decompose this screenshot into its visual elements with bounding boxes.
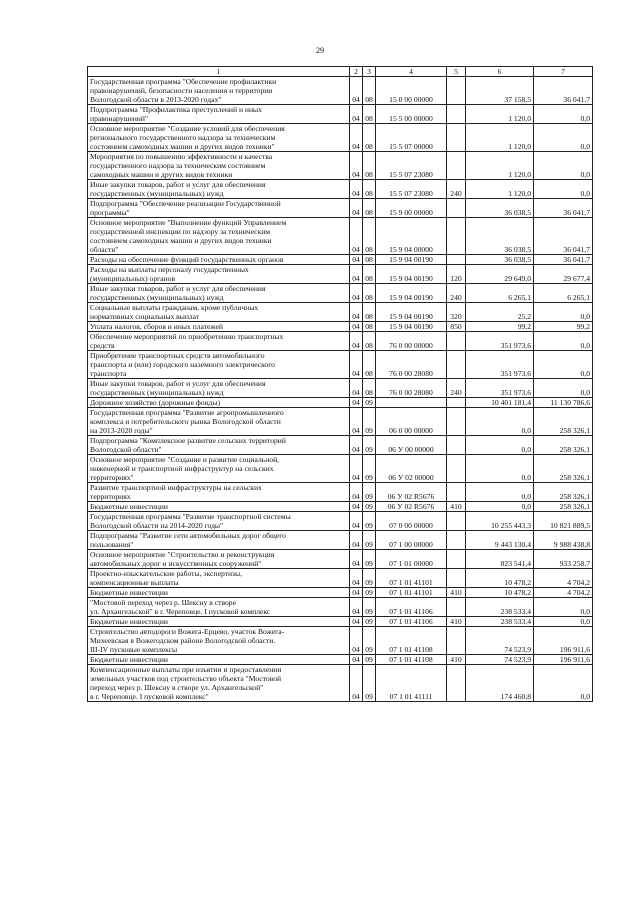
column-header: 5 (447, 67, 466, 77)
row-name: Приобретение транспортных средств автомобильного транспорта и (или) городского наземного электрического транспорта (88, 351, 350, 379)
amount-year-1: 10 255 443,3 (466, 512, 534, 531)
amount-year-1: 6 265,1 (466, 284, 534, 303)
expense-type-code: 240 (447, 379, 466, 398)
expense-type-code (447, 124, 466, 152)
expense-type-code: 410 (447, 655, 466, 665)
amount-year-1: 9 443 130,4 (466, 531, 534, 550)
amount-year-2: 4 704,2 (534, 569, 593, 588)
table-row (88, 408, 593, 436)
subsection-code: 09 (363, 483, 376, 502)
section-code: 04 (350, 105, 363, 124)
amount-year-1: 823 541,4 (466, 550, 534, 569)
amount-year-1: 10 478,2 (466, 588, 534, 598)
table-row (88, 483, 593, 502)
subsection-code: 08 (363, 77, 376, 105)
amount-year-1: 0,0 (466, 502, 534, 512)
subsection-code: 09 (363, 569, 376, 588)
table-row (88, 627, 593, 655)
subsection-code: 09 (363, 398, 376, 408)
subsection-code: 09 (363, 598, 376, 617)
table-row (88, 303, 593, 322)
target-article-code: 07 1 01 41106 (376, 598, 447, 617)
expense-type-code (447, 398, 466, 408)
amount-year-1: 25,2 (466, 303, 534, 322)
amount-year-1: 29 649,0 (466, 265, 534, 284)
table-row (88, 218, 593, 255)
amount-year-1: 1 120,0 (466, 152, 534, 180)
target-article-code: 07 1 01 00000 (376, 550, 447, 569)
row-name: Иные закупки товаров, работ и услуг для обеспечения государственных (муниципальных) нужд (88, 284, 350, 303)
amount-year-2: 99,2 (534, 322, 593, 332)
target-article-code: 07 0 00 00000 (376, 512, 447, 531)
subsection-code: 08 (363, 284, 376, 303)
amount-year-1: 1 120,0 (466, 180, 534, 199)
subsection-code: 08 (363, 351, 376, 379)
subsection-code: 08 (363, 152, 376, 180)
section-code: 04 (350, 598, 363, 617)
amount-year-2: 36 041,7 (534, 255, 593, 265)
column-header: 4 (376, 67, 447, 77)
section-code: 04 (350, 199, 363, 218)
target-article-code: 76 0 00 28080 (376, 351, 447, 379)
row-name: Основное мероприятие "Выполнение функций Управлением государственной инспекции по надзору за техническим состоянием самоходных машин и других видов техники области" (88, 218, 350, 255)
row-name: Основное мероприятие "Строительство и реконструкция автомобильных дорог и искусственных сооружений" (88, 550, 350, 569)
target-article-code: 76 0 00 28080 (376, 379, 447, 398)
amount-year-1: 0,0 (466, 483, 534, 502)
amount-year-1: 1 120,0 (466, 105, 534, 124)
row-name: Строительство автодороги Вожега-Ерцево, участок Вожега- Михеевская в Вожегодском районе Вологодской области. III-IV пусковые комплексы (88, 627, 350, 655)
amount-year-2: 0,0 (534, 617, 593, 627)
table-row (88, 502, 593, 512)
row-name: Основное мероприятие "Создание и развитие социальной, инженерной и транспортной инфраструктур на сельских территориях" (88, 455, 350, 483)
section-code: 04 (350, 398, 363, 408)
column-header: 7 (534, 67, 593, 77)
target-article-code: 15 9 04 00190 (376, 303, 447, 322)
subsection-code: 08 (363, 105, 376, 124)
table-row (88, 550, 593, 569)
expense-type-code: 410 (447, 588, 466, 598)
section-code: 04 (350, 502, 363, 512)
amount-year-2: 0,0 (534, 332, 593, 351)
row-name: Подпрограмма "Комплексное развитие сельских территорий Вологодской области" (88, 436, 350, 455)
table-row (88, 455, 593, 483)
subsection-code: 08 (363, 255, 376, 265)
expense-type-code: 410 (447, 617, 466, 627)
section-code: 04 (350, 265, 363, 284)
subsection-code: 08 (363, 218, 376, 255)
section-code: 04 (350, 455, 363, 483)
section-code: 04 (350, 152, 363, 180)
target-article-code: 15 9 04 00190 (376, 284, 447, 303)
target-article-code: 07 1 00 00000 (376, 531, 447, 550)
target-article-code: 06 У 02 R5676 (376, 483, 447, 502)
target-article-code: 15 5 07 23080 (376, 180, 447, 199)
table-row (88, 617, 593, 627)
table-row (88, 284, 593, 303)
target-article-code: 15 0 00 00000 (376, 77, 447, 105)
amount-year-1: 37 158,5 (466, 77, 534, 105)
amount-year-2: 9 988 438,8 (534, 531, 593, 550)
expense-type-code (447, 255, 466, 265)
table-row (88, 124, 593, 152)
table-row (88, 598, 593, 617)
column-header: 6 (466, 67, 534, 77)
header-row (88, 67, 593, 77)
table-row (88, 512, 593, 531)
target-article-code: 15 5 07 00000 (376, 124, 447, 152)
row-name: Дорожное хозяйство (дорожные фонды) (88, 398, 350, 408)
table-row (88, 531, 593, 550)
subsection-code: 09 (363, 588, 376, 598)
subsection-code: 09 (363, 531, 376, 550)
row-name: Развитие транспортной инфраструктуры на сельских территориях (88, 483, 350, 502)
target-article-code: 07 1 01 41101 (376, 569, 447, 588)
amount-year-1: 1 120,0 (466, 124, 534, 152)
section-code: 04 (350, 569, 363, 588)
expense-type-code (447, 351, 466, 379)
amount-year-1: 36 038,5 (466, 255, 534, 265)
target-article-code: 06 У 02 00000 (376, 455, 447, 483)
subsection-code: 08 (363, 265, 376, 284)
amount-year-1: 10 478,2 (466, 569, 534, 588)
row-name: Государственная программа "Развитие агропромышленного комплекса и потребительского рынка Вологодской области на 2013-2020 годы" (88, 408, 350, 436)
expense-type-code (447, 152, 466, 180)
column-header: 3 (363, 67, 376, 77)
amount-year-1: 0,0 (466, 436, 534, 455)
amount-year-2: 6 265,1 (534, 284, 593, 303)
amount-year-1: 238 533,4 (466, 617, 534, 627)
section-code: 04 (350, 627, 363, 655)
target-article-code: 15 9 04 00000 (376, 218, 447, 255)
expense-type-code: 850 (447, 322, 466, 332)
expense-type-code (447, 512, 466, 531)
table-row (88, 332, 593, 351)
amount-year-2: 0,0 (534, 665, 593, 702)
amount-year-2: 11 130 786,6 (534, 398, 593, 408)
section-code: 04 (350, 550, 363, 569)
expense-type-code (447, 455, 466, 483)
table-row (88, 655, 593, 665)
subsection-code: 08 (363, 379, 376, 398)
row-name: Государственная программа "Развитие транспортной системы Вологодской области на 2014-2020 годы" (88, 512, 350, 531)
amount-year-2: 0,0 (534, 105, 593, 124)
row-name: Подпрограмма "Профилактика преступлений и иных правонарушений" (88, 105, 350, 124)
row-name: Бюджетные инвестиции (88, 588, 350, 598)
row-name: Подпрограмма "Обеспечение реализации Государственной программы" (88, 199, 350, 218)
expense-type-code (447, 105, 466, 124)
row-name: Государственная программа "Обеспечение профилактики правонарушений, безопасности населения и территории Вологодской области в 2013-2020 годах" (88, 77, 350, 105)
row-name: Социальные выплаты гражданам, кроме публичных нормативных социальных выплат (88, 303, 350, 322)
target-article-code: 15 5 00 00000 (376, 105, 447, 124)
table-row (88, 379, 593, 398)
amount-year-2: 196 911,6 (534, 627, 593, 655)
amount-year-2: 196 911,6 (534, 655, 593, 665)
subsection-code: 09 (363, 502, 376, 512)
subsection-code: 09 (363, 408, 376, 436)
subsection-code: 09 (363, 512, 376, 531)
amount-year-2: 36 041,7 (534, 218, 593, 255)
amount-year-2: 10 821 889,5 (534, 512, 593, 531)
amount-year-2: 258 326,1 (534, 408, 593, 436)
expense-type-code (447, 665, 466, 702)
column-header: 1 (88, 67, 350, 77)
target-article-code: 15 9 04 00190 (376, 322, 447, 332)
subsection-code: 09 (363, 617, 376, 627)
row-name: Бюджетные инвестиции (88, 617, 350, 627)
amount-year-1: 10 401 181,4 (466, 398, 534, 408)
row-name: Иные закупки товаров, работ и услуг для обеспечения государственных (муниципальных) нужд (88, 379, 350, 398)
amount-year-2: 0,0 (534, 124, 593, 152)
row-name: Обеспечение мероприятий по приобретению транспортных средств (88, 332, 350, 351)
page-number: 29 (316, 46, 324, 55)
budget-table (87, 66, 593, 702)
target-article-code: 15 9 04 00190 (376, 265, 447, 284)
section-code: 04 (350, 180, 363, 199)
amount-year-2: 258 326,1 (534, 436, 593, 455)
row-name: Проектно-изыскательские работы, экспертизы, компенсационные выплаты (88, 569, 350, 588)
amount-year-2: 29 677,4 (534, 265, 593, 284)
section-code: 04 (350, 531, 363, 550)
subsection-code: 08 (363, 124, 376, 152)
section-code: 04 (350, 436, 363, 455)
subsection-code: 09 (363, 655, 376, 665)
amount-year-1: 36 038,5 (466, 218, 534, 255)
expense-type-code (447, 550, 466, 569)
target-article-code: 15 5 07 23080 (376, 152, 447, 180)
amount-year-2: 258 326,1 (534, 483, 593, 502)
table-row (88, 569, 593, 588)
section-code: 04 (350, 332, 363, 351)
expense-type-code: 240 (447, 284, 466, 303)
table-row (88, 77, 593, 105)
expense-type-code (447, 436, 466, 455)
target-article-code: 15 9 04 00190 (376, 255, 447, 265)
subsection-code: 09 (363, 436, 376, 455)
target-article-code: 76 0 00 00000 (376, 332, 447, 351)
section-code: 04 (350, 655, 363, 665)
subsection-code: 09 (363, 550, 376, 569)
expense-type-code: 120 (447, 265, 466, 284)
section-code: 04 (350, 379, 363, 398)
expense-type-code (447, 199, 466, 218)
target-article-code: 07 1 01 41108 (376, 655, 447, 665)
table-row (88, 105, 593, 124)
section-code: 04 (350, 617, 363, 627)
section-code: 04 (350, 124, 363, 152)
amount-year-2: 36 041,7 (534, 77, 593, 105)
amount-year-1: 351 973,6 (466, 379, 534, 398)
amount-year-1: 36 038,5 (466, 199, 534, 218)
amount-year-1: 74 523,9 (466, 655, 534, 665)
section-code: 04 (350, 408, 363, 436)
expense-type-code (447, 531, 466, 550)
section-code: 04 (350, 218, 363, 255)
amount-year-2: 4 704,2 (534, 588, 593, 598)
target-article-code: 06 У 02 R5676 (376, 502, 447, 512)
amount-year-1: 0,0 (466, 455, 534, 483)
table-row (88, 180, 593, 199)
amount-year-1: 351 973,6 (466, 351, 534, 379)
table-row (88, 398, 593, 408)
expense-type-code (447, 218, 466, 255)
subsection-code: 08 (363, 199, 376, 218)
row-name: Расходы на выплаты персоналу государственных (муниципальных) органов (88, 265, 350, 284)
row-name: Подпрограмма "Развитие сети автомобильных дорог общего пользования" (88, 531, 350, 550)
row-name: Основное мероприятие "Создание условий для обеспечения регионального государственного надзора за техническим состоянием самоходных машин и других видов техники" (88, 124, 350, 152)
section-code: 04 (350, 303, 363, 322)
section-code: 04 (350, 665, 363, 702)
row-name: Уплата налогов, сборов и иных платежей (88, 322, 350, 332)
target-article-code: 15 9 00 00000 (376, 199, 447, 218)
amount-year-2: 0,0 (534, 351, 593, 379)
amount-year-1: 351 973,6 (466, 332, 534, 351)
section-code: 04 (350, 351, 363, 379)
amount-year-2: 0,0 (534, 180, 593, 199)
expense-type-code: 320 (447, 303, 466, 322)
subsection-code: 08 (363, 303, 376, 322)
amount-year-1: 74 523,9 (466, 627, 534, 655)
amount-year-2: 258 326,1 (534, 455, 593, 483)
amount-year-2: 933 258,7 (534, 550, 593, 569)
row-name: Расходы на обеспечение функций государственных органов (88, 255, 350, 265)
table-row (88, 265, 593, 284)
expense-type-code: 410 (447, 502, 466, 512)
amount-year-2: 36 041,7 (534, 199, 593, 218)
expense-type-code: 240 (447, 180, 466, 199)
target-article-code: 07 1 01 41101 (376, 588, 447, 598)
expense-type-code (447, 408, 466, 436)
amount-year-1: 99,2 (466, 322, 534, 332)
subsection-code: 09 (363, 665, 376, 702)
row-name: Иные закупки товаров, работ и услуг для обеспечения государственных (муниципальных) нужд (88, 180, 350, 199)
section-code: 04 (350, 588, 363, 598)
expense-type-code (447, 569, 466, 588)
table-row (88, 199, 593, 218)
subsection-code: 09 (363, 627, 376, 655)
row-name: "Мостовой переход через р. Шексну в створе ул. Архангельской" в г. Череповце. I пусковой комплекс (88, 598, 350, 617)
subsection-code: 08 (363, 322, 376, 332)
expense-type-code (447, 332, 466, 351)
amount-year-1: 0,0 (466, 408, 534, 436)
table-row (88, 351, 593, 379)
table-row (88, 436, 593, 455)
section-code: 04 (350, 77, 363, 105)
target-article-code (376, 398, 447, 408)
amount-year-2: 0,0 (534, 303, 593, 322)
subsection-code: 09 (363, 455, 376, 483)
subsection-code: 08 (363, 180, 376, 199)
row-name: Компенсационные выплаты при изъятии и предоставлении земельных участков под строительство объекта "Мостовой переход через р. Шексну в створе ул. Архангельской" в г. Череповце. I пусковой комплекс" (88, 665, 350, 702)
expense-type-code (447, 483, 466, 502)
table-row (88, 322, 593, 332)
section-code: 04 (350, 255, 363, 265)
section-code: 04 (350, 322, 363, 332)
amount-year-2: 0,0 (534, 379, 593, 398)
target-article-code: 07 1 01 41106 (376, 617, 447, 627)
section-code: 04 (350, 483, 363, 502)
target-article-code: 07 1 01 41108 (376, 627, 447, 655)
table-row (88, 588, 593, 598)
target-article-code: 06 0 00 00000 (376, 408, 447, 436)
row-name: Бюджетные инвестиции (88, 655, 350, 665)
row-name: Бюджетные инвестиции (88, 502, 350, 512)
expense-type-code (447, 77, 466, 105)
expense-type-code (447, 627, 466, 655)
section-code: 04 (350, 284, 363, 303)
target-article-code: 06 У 00 00000 (376, 436, 447, 455)
target-article-code: 07 1 01 41111 (376, 665, 447, 702)
amount-year-1: 238 533,4 (466, 598, 534, 617)
section-code: 04 (350, 512, 363, 531)
subsection-code: 08 (363, 332, 376, 351)
table-row (88, 255, 593, 265)
amount-year-2: 0,0 (534, 598, 593, 617)
table-row (88, 665, 593, 702)
expense-type-code (447, 598, 466, 617)
column-header: 2 (350, 67, 363, 77)
amount-year-1: 174 460,8 (466, 665, 534, 702)
amount-year-2: 258 326,1 (534, 502, 593, 512)
table-row (88, 152, 593, 180)
row-name: Мероприятия по повышению эффективности и качества государственного надзора за техническим состоянием самоходных машин и других видов техники (88, 152, 350, 180)
amount-year-2: 0,0 (534, 152, 593, 180)
